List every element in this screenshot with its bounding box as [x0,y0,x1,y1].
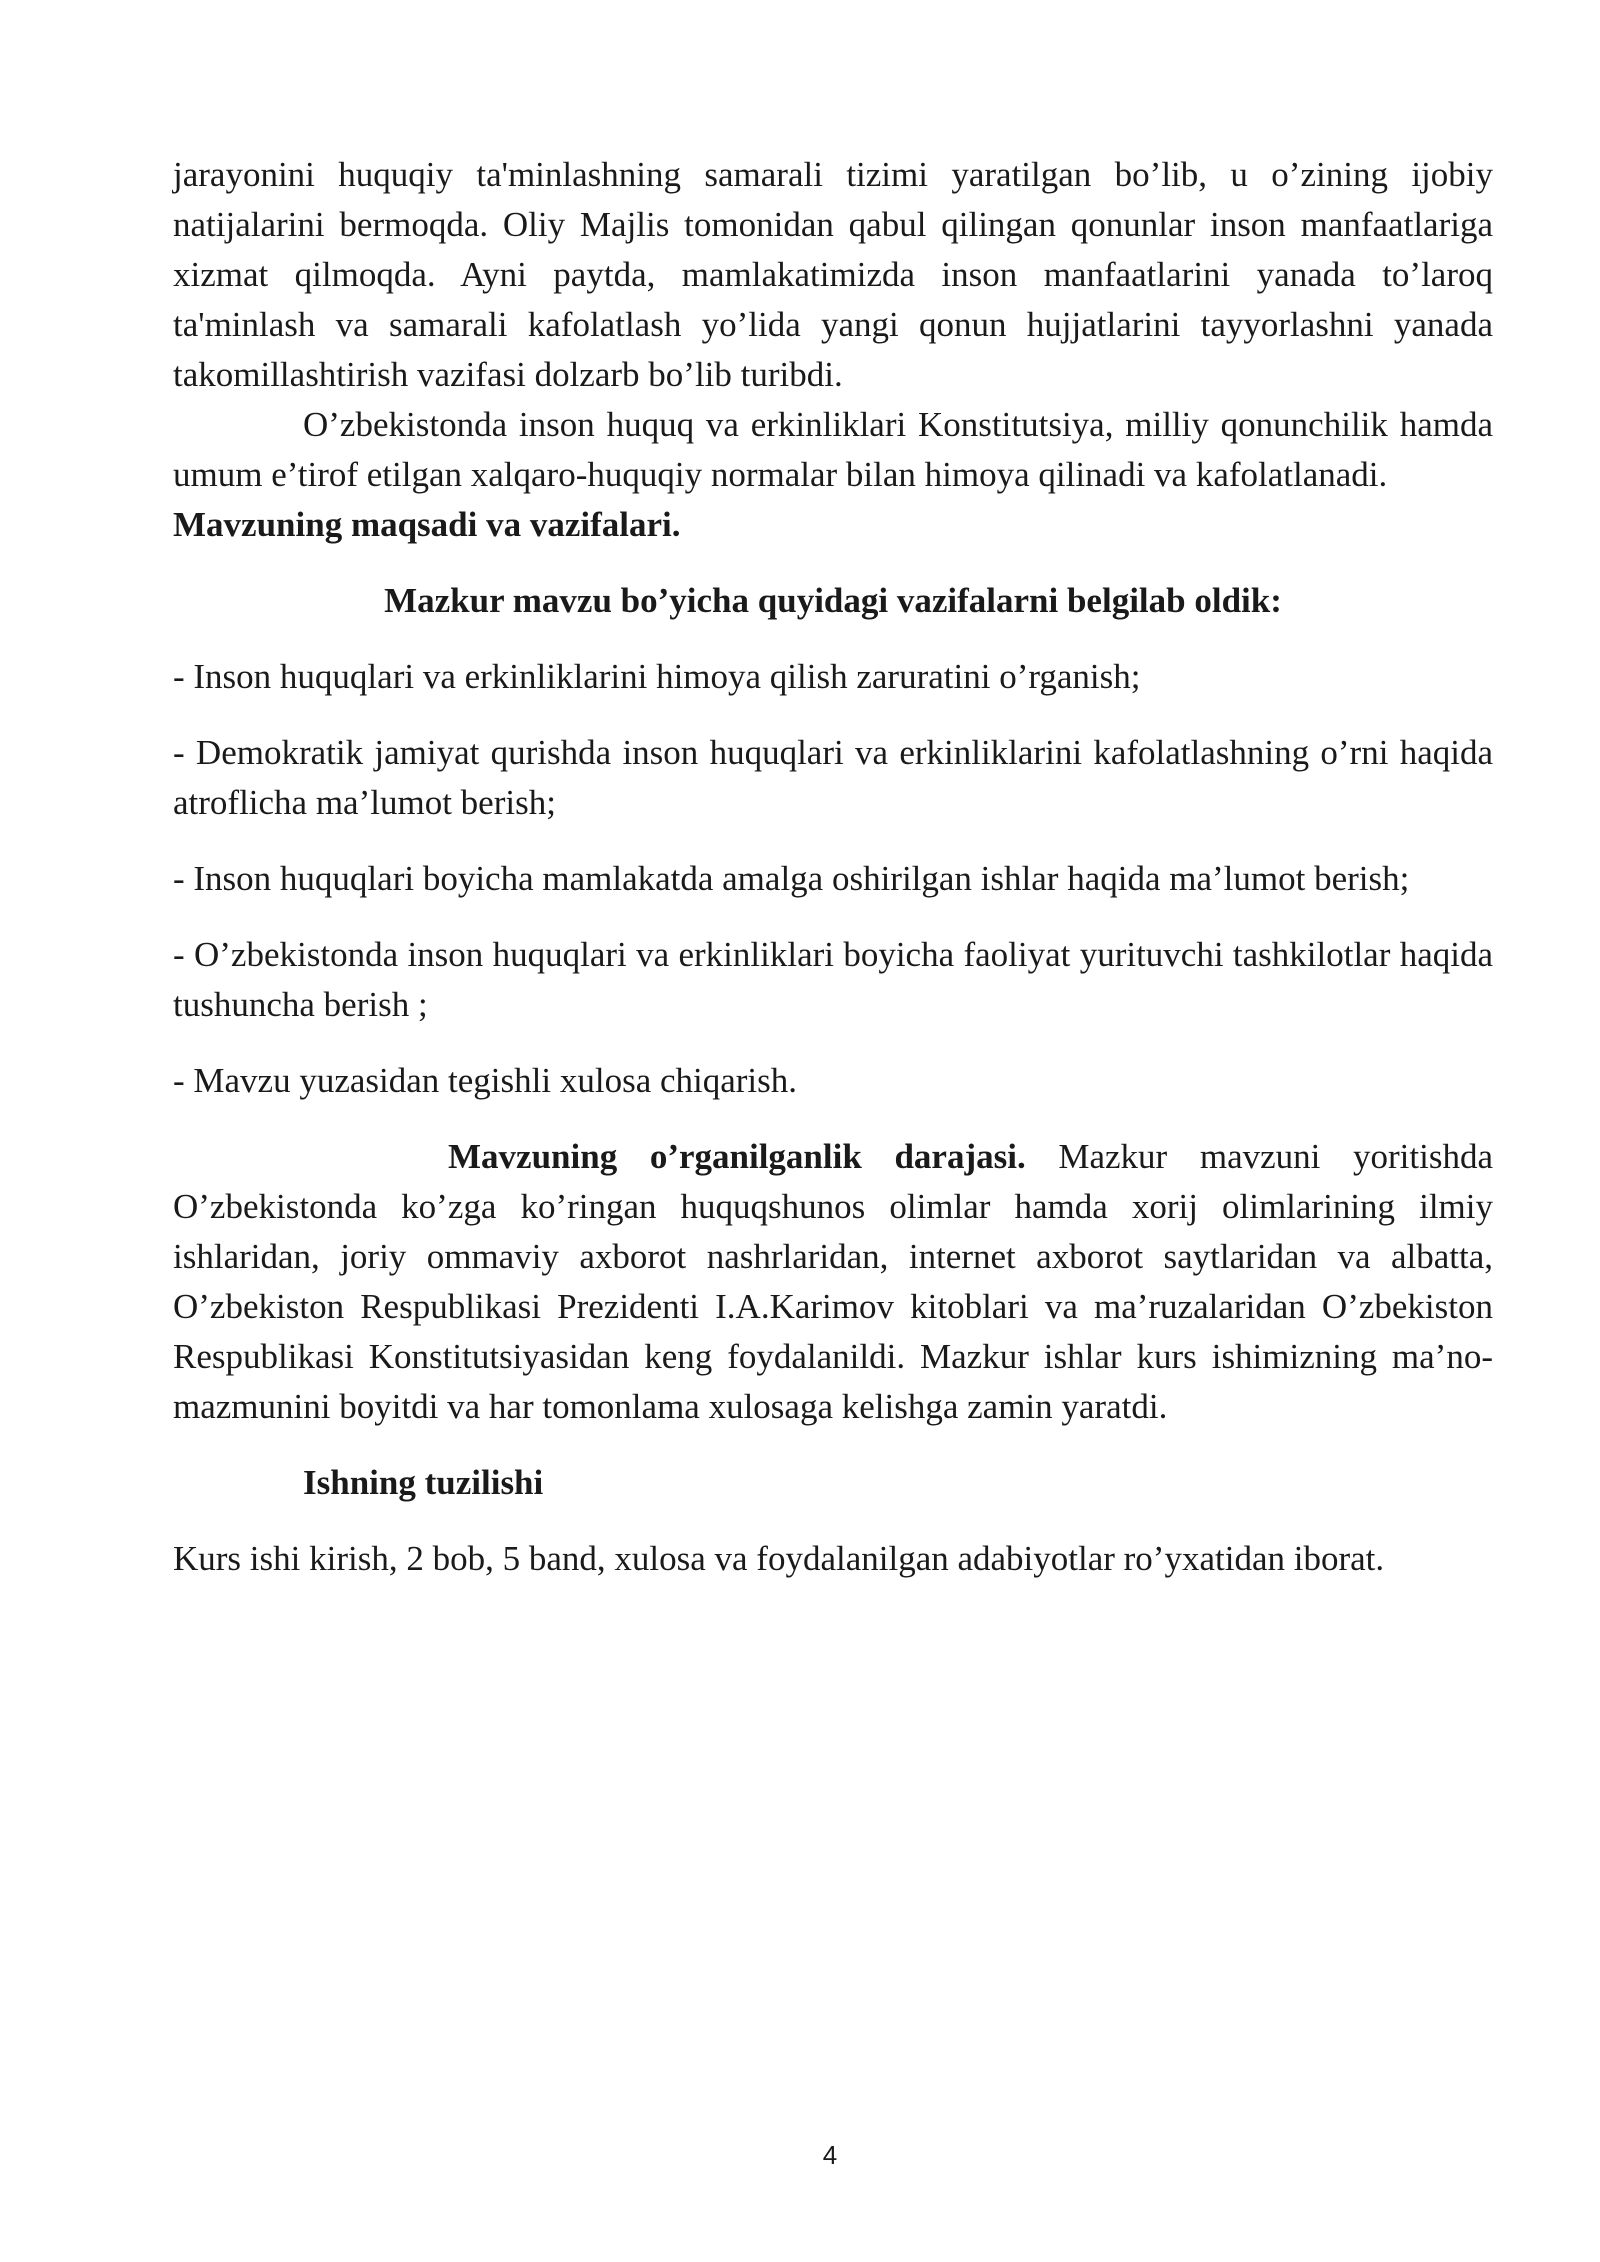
intro-paragraph: jarayonini huquqiy ta'minlashning samarali tizimi yaratilgan bo’lib, u o’zining ijobiy natijalarini bermoqda. Oliy Majlis tomonidan qabul qilingan qonunlar inson manfaatlariga xizmat qilmoqda. Ayni paytda, mamlakatimizda inson manfaatlarini yanada to’laroq ta'minlash va samarali kafolatlash yo’lida yangi qonun hujjatlarini tayyorlashni yanada takomillashtirish vazifasi dolzarb bo’lib turibdi. [173,155,1493,394]
structure-heading: Ishning tuzilishi [303,1463,544,1502]
constitution-paragraph: O’zbekistonda inson huquq va erkinliklari Konstitutsiya, milliy qonunchilik hamda umum e’tirof etilgan xalqaro-huquqiy normalar bilan himoya qilinadi va kafolatlanadi. [173,405,1493,494]
task-list [173,652,1493,1106]
goals-heading: Mavzuning maqsadi va vazifalari. [173,505,681,544]
study-degree-text: Mazkur mavzuni yoritishda O’zbekistonda ko’zga ko’ringan huquqshunos olimlar hamda xorij olimlarining ilmiy ishlaridan, joriy ommaviy axborot nashrlaridan, internet axborot saytlaridan va albatta, O’zbekiston Respublikasi Prezidenti I.A.Karimov kitoblari va ma’ruzalaridan O’zbekiston Respublikasi Konstitutsiyasidan keng foydalanildi. Mazkur ishlar kurs ishimizning ma’no-mazmunini boyitdi va har tomonlama xulosaga kelishga zamin yaratdi. [173,1137,1493,1426]
tasks-heading: Mazkur mavzu bo’yicha quyidagi vazifalarni belgilab oldik: [384,581,1282,620]
page-number: 4 [822,2140,838,2170]
document-body [173,150,1493,1584]
study-degree-heading: Mavzuning o’rganilganlik darajasi. [448,1137,1026,1176]
task-item: - Inson huquqlari boyicha mamlakatda amalga oshirilgan ishlar haqida ma’lumot berish; [173,859,1410,898]
task-item: - O’zbekistonda inson huquqlari va erkinliklari boyicha faoliyat yurituvchi tashkilotlar haqida tushuncha berish ; [173,935,1493,1024]
study-degree-paragraph [173,1132,1493,1432]
structure-text: Kurs ishi kirish, 2 bob, 5 band, xulosa va foydalanilgan adabiyotlar ro’yxatidan iborat. [173,1539,1385,1578]
task-item: - Mavzu yuzasidan tegishli xulosa chiqarish. [173,1061,798,1100]
task-item: - Inson huquqlari va erkinliklarini himoya qilish zaruratini o’rganish; [173,657,1141,696]
task-item: - Demokratik jamiyat qurishda inson huquqlari va erkinliklarini kafolatlashning o’rni haqida atroflicha ma’lumot berish; [173,733,1493,822]
